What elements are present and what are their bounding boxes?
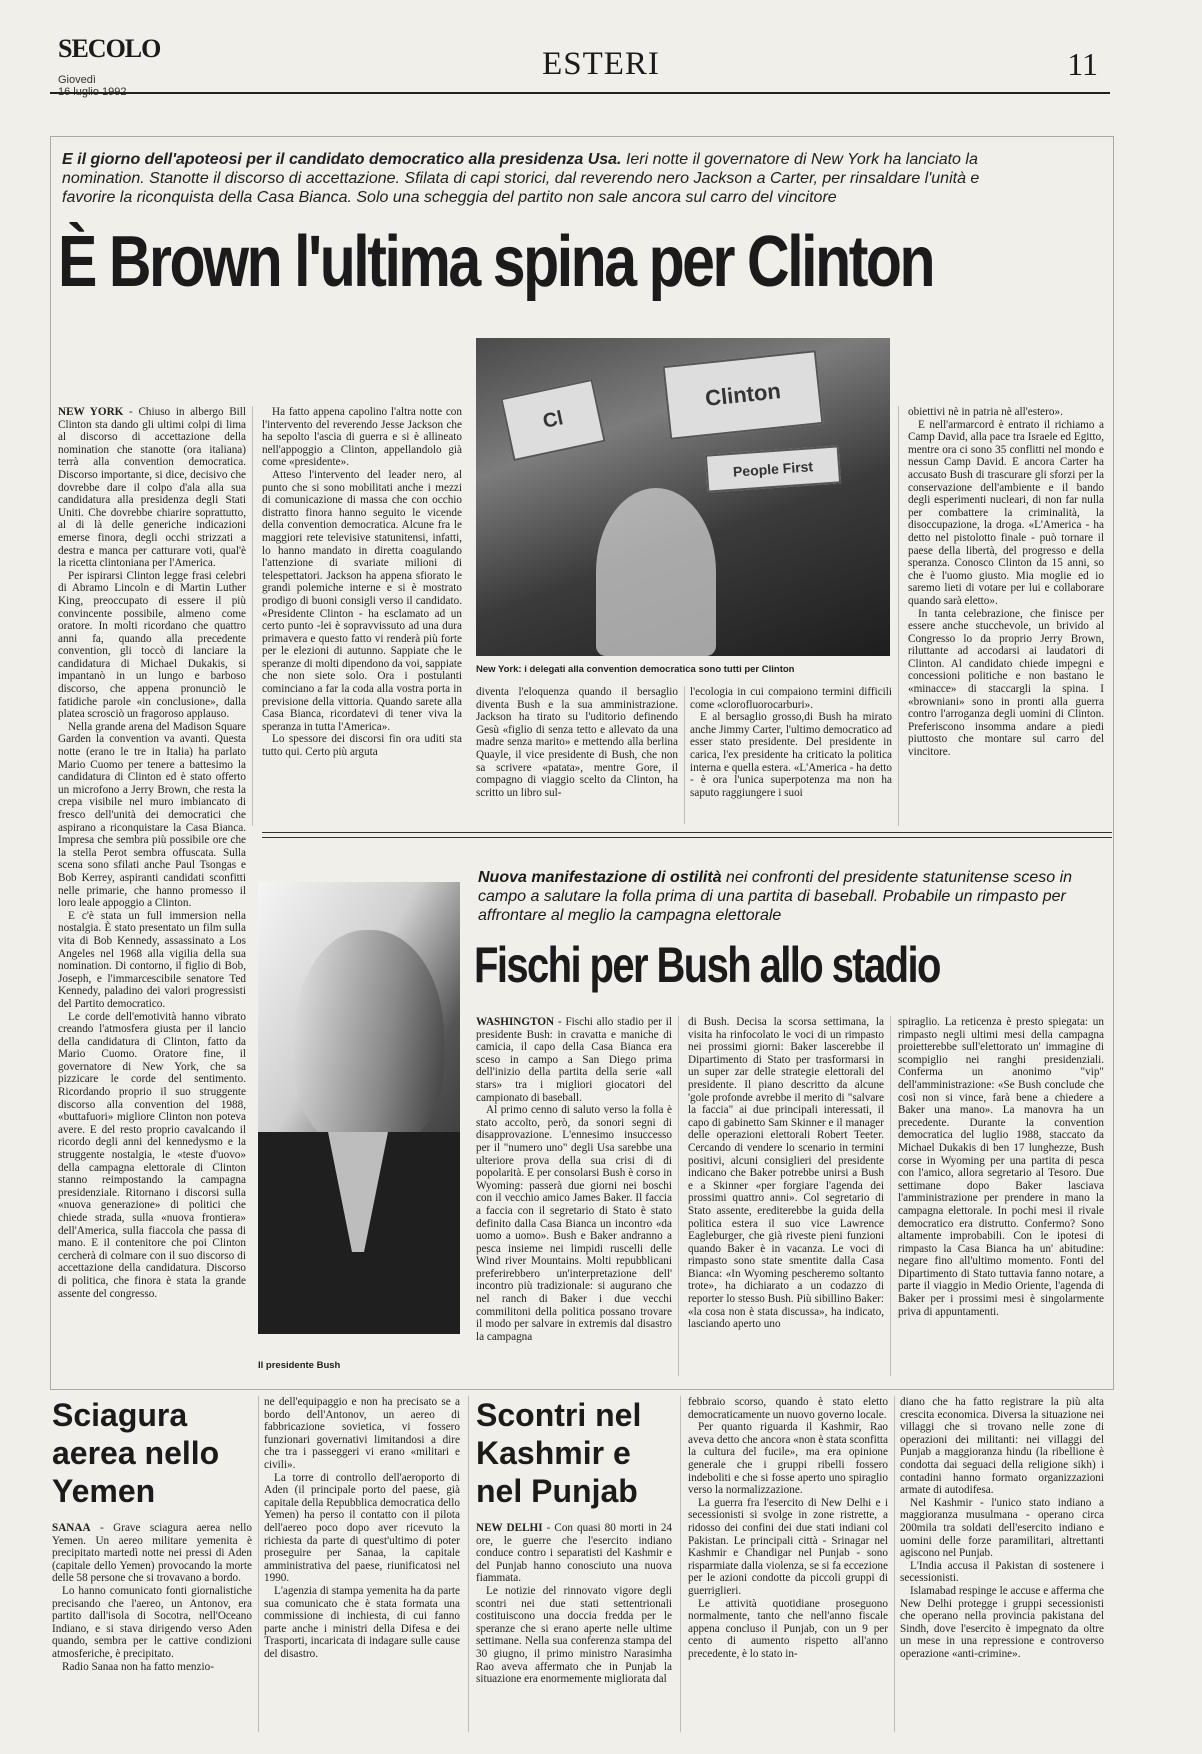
clinton-kicker-bold: E il giorno dell'apoteosi per il candidato democratico alla presidenza Usa. [62,151,622,168]
paragraph: Per quanto riguarda il Kashmir, Rao aveva detto che ancora «non è stata sconfitta la cultura del fucile», ma era opinione generale che i gruppi ribelli fossero indeboliti e che si fosse aperto uno spiraglio verso la normalizzazione. [688,1421,888,1497]
bush-column-2 [688,1016,884,1376]
kashmir-column-1 [476,1522,672,1732]
column-divider [684,686,685,824]
paragraph: obiettivi nè in patria nè all'estero». [908,406,1063,418]
paragraph: Al primo cenno di saluto verso la folla è stato accolto, però, da sonori segni di disapprovazione. L'ennesimo insuccesso per il "numero uno" degli Usa sarebbe una ulteriore prova della sua crisi di di popolarità. E per consolarsi Bush è corso in Wyoming: passerà due giorni nei boschi con il vecchio amico James Baker. Il faccia a faccia con il segretario di Stato è stato definito dalla Casa Bianca un incontro «da uomo a uomo». Bush e Baker andranno a pesca insieme nei limpidi ruscelli delle Wind river Mountains. Molti repubblicani preferirebbero un'interpretazione dell' incontro più tradizionale: si augurano che nel ranch di Baker i due vecchi commilitoni della politica possano trovare il modo per salvare in extremis dal disastro la campagna [476,1104,672,1343]
bush-kicker-bold: Nuova manifestazione di ostilità [478,869,722,886]
paragraph: ne dell'equipaggio e non ha precisato se a bordo dell'Antonov, un aereo di fabbricazione sovietica, vi fossero funzionari governativi limitandosi a dire che tra i passeggeri vi erano «militari e civili». [264,1396,460,1471]
paragraph: Radio Sanaa non ha fatto menzio- [62,1660,214,1673]
column-divider [894,1396,895,1732]
masthead-logo: SECOLO [58,34,161,63]
paragraph: La torre di controllo dell'aeroporto di Aden (il principale porto del paese, già capitale della Repubblica democratica dello Yemen) ha perso il contatto con il pilota dell'aereo poco dopo aver ricevuto la richiesta da parte di quest'ultimo di poter proseguire per Sanaa, la capitale amministrativa del paese, riunificatosi nel 1990. [264,1471,460,1585]
bush-photo [258,882,460,1334]
clinton-column-4 [690,686,892,824]
delegate-figure [596,488,716,656]
bush-column-3 [898,1016,1104,1376]
crowd-sign: Cl [500,379,605,461]
paragraph: E nell'armarcord è entrato il richiamo a Camp David, alla pace tra Israele ed Egitto, mentre ora ci sono 35 conflitti nel mondo e nessun Camp David. E ancora Carter ha accusato Bush di trascurare gli sforzi per la conservazione dell'ambiente e il bando degli esperimenti nucleari, di non far nulla per combattere la criminalità, la disoccupazione, la droga. «L'America - ha detto nel pistolotto finale - può tornare il paese della libertà, del progresso e della speranza. Conosco Clinton da 15 anni, so che è l'uomo giusto. Mia moglie ed io saremo lieti di votare per lui e collaborare quando sarà eletto». [908,418,1104,607]
convention-photo-caption: New York: i delegati alla convention democratica sono tutti per Clinton [476,664,795,675]
paragraph: febbraio scorso, quando è stato eletto democraticamente un nuovo governo locale. [688,1396,888,1421]
paragraph: Le attività quotidiane proseguono normalmente, tanto che nell'anno fiscale appena concluso il Punjab, con un 9 per cento di aumento rispetto all'anno precedente, è lo stato in- [688,1597,888,1660]
column-divider [898,406,899,826]
paragraph: La guerra fra l'esercito di New Delhi e i secessionisti si svolge in zone ristrette, a ridosso dei confini dei due stati indiani col Pakistan. Le principali città - Srinagar nel Kashmir e Chandigar nel Punjab - sono risparmiate dalla violenza, se si fa eccezione per le azioni condotte da piccoli gruppi di guerriglieri. [688,1496,888,1597]
bush-headline: Fischi per Bush allo stadio [474,937,940,993]
paragraph-text: - Con quasi 80 morti in 24 ore, le guerre che l'esercito indiano conduce contro i separatisti del Kashmir e del Punjab hanno conosciuto una nuova fiammata. [476,1522,672,1585]
column-divider [678,1016,679,1376]
bush-kicker-text: nei confronti del presidente statunitense sceso in campo a salutare la folla prima di una partita di baseball. Probabile un rimpasto per affrontare al meglio la campagna elettorale [478,869,1073,924]
paragraph: Lo hanno comunicato fonti giornalistiche precisando che l'aereo, un Antonov, era partito dall'isola di Socotra, nell'Oceano Indiano, e si stava dirigendo verso Aden quando, sembra per le cattive condizioni atmosferiche, è precipitato. [52,1584,252,1660]
paragraph-text: - Chiuso in albergo Bill Clinton sta dando gli ultimi colpi di lima al discorso di accettazione della nomination che stanotte (ora italiana) terrà alla convention democratica. Discorso importante, si dice, decisivo che dovrebbe dare il colpo d'ala alla sua candidatura alla presidenza degli Stati Uniti. Che dovrebbe chiarire soprattutto, al di là delle generiche indicazioni emerse finora, degli occhi strizzati a destra e manca per catturare voti, qual'è la ricetta clintoniana per l'America. [58,406,246,570]
clinton-column-2 [262,406,462,826]
clinton-sign: Clinton [663,350,824,440]
paragraph [52,1522,252,1585]
paragraph-text: - Grave sciagura aerea nello Yemen. Un aereo militare yemenita è precipitato martedì notte nei pressi di Aden (capitale dello Yemen) provocando la morte delle 58 persone che si trovavano a bordo. [52,1522,252,1585]
column-divider [258,1396,259,1732]
paragraph: di Bush. Decisa la scorsa settimana, la visita ha rinfocolato le voci di un rimpasto nei prossimi giorni: Baker lascerebbe il Dipartimento di Stato per trasformarsi in un super zar delle strategie elettorali del presidente. Il piano descritto da alcune 'gole profonde avrebbe il merito di "salvare la faccia" ai due principali interessati, il capo di gabinetto Sam Skinner e il manager delle operazioni elettorali Robert Teeter. Cercando di vendere lo scenario in termini positivi, alcuni consiglieri del presidente indicano che Baker potrebbe unirsi a Bush e a Skinner «per forgiare l'agenda dei prossimi quattro anni». Col segretario di Stato assente, erediterebbe la guida della politica estera il suo vice Lawrence Eagleburger, che già riveste pieni funzioni quando Baker è in vacanza. Le voci di rimpasto sono state smentite dalla Casa Bianca: «In Wyoming pescheremo soltanto trote», ha dichiarato a un codazzo di reporter lo stesso Bush. Più sibillino Baker: «la cosa non è stata discussa», ha indicato, lasciando aperto uno [688,1016,884,1331]
yemen-dateline: SANAA [52,1522,91,1534]
yemen-headline: Sciagura aerea nello Yemen [52,1397,220,1509]
kashmir-headline: Scontri nel Kashmir e nel Punjab [476,1397,642,1509]
paragraph: diventa l'eloquenza quando il bersaglio diventa Bush e la sua amministrazione. Jackson ha tirato su l'uditorio definendo Gesù «figlio di senza tetto e allevato da una madre senza marito» e mettendo alla berlina Quayle, il vice presidente di Bush, che non sa scrivere «patata», mentre Gore, il compagno di viaggio scelto da Clinton, ha scritto un libro sul- [476,686,678,799]
bush-column-1 [476,1016,672,1376]
convention-photo [476,338,890,656]
paragraph: L'India accusa il Pakistan di sostenere i secessionisti. [900,1559,1104,1585]
clinton-headline: È Brown l'ultima spina per Clinton [58,222,934,302]
clinton-dateline: NEW YORK [58,406,124,418]
article-separator [262,832,1112,838]
paragraph [58,406,246,570]
column-divider [890,1016,891,1376]
paragraph: diano che ha fatto registrare la più alta crescita economica. Diversa la situazione nei villaggi che si trovano nelle zone di operazioni dei militanti: nei villaggi del Punjab a maggioranza hindu (la ribellione è condotta dai seguaci della religione sikh) i contadini hanno formato organizzazioni armate di autodifesa. [900,1396,1104,1497]
paragraph: Le notizie del rinnovato vigore degli scontri nei due stati settentrionali costituiscono una doccia fredda per le speranze che si erano aperte nelle ultime settimane. Nella sua conferenza stampa del 30 giugno, il primo ministro Narasimha Rao aveva affermato che in Punjab la situazione era enormemente migliorata dal [476,1584,672,1686]
clinton-kicker-text: Ieri notte il governatore di New York ha lanciato la nomination. Stanotte il discorso di accettazione. Sfilata di capi storici, dal reverendo nero Jackson a Carter, per rinsaldare l'unità e favorire la riconquista della Casa Bianca. Solo una scheggia del partito non sale ancora sul carro del vincitore [62,151,980,206]
clinton-column-3 [476,686,678,824]
paragraph: Atteso l'intervento del leader nero, al punto che si sono mobilitati anche i mezzi di comunicazione di massa che con occhio distratto finora hanno seguito le vicende della convention democratica. Alcune fra le maggiori rete televisive statunitensi, infatti, lo hanno mandato in diretta coagulando l'attenzione di svariate milioni di telespettatori. Jackson ha appena sfiorato le grandi polemiche interne e si è mostrato prodigo di buoni consigli verso il candidato. «Presidente Clinton - ha esclamato ad un certo punto -lei è sopravvissuto ad una dura primavera e questo fatto vi renderà più forte per le elezioni di autunno. Sappiate che le speranze di molti dipendono da voi, sappiate che non siete solo. Ora i postulanti cominciano a far la coda alla vostra porta in previsione della vittoria. Quando sarete alla Casa Bianca, ricordatevi di tener viva la speranza in tutta l'America». [262,468,462,733]
paragraph: Ha fatto appena capolino l'altra notte con l'intervento del reverendo Jesse Jackson che ha sepolto l'ascia di guerra e si è allineato nell'appoggio a Clinton, appellandolo già come «presidente». [262,406,462,469]
column-divider [680,1396,681,1732]
paragraph: Nel Kashmir - l'unico stato indiano a maggioranza musulmana - operano circa 200mila tra soldati dell'esercito indiano e uomini delle forze paramilitari, altrettanti agiscono nel Punjab. [900,1496,1104,1560]
paragraph: Nella grande arena del Madison Square Garden la convention va avanti. Questa notte (erano le tre in Italia) ha parlato Mario Cuomo per tenere a battesimo la candidatura di Clinton ed è stato offerto un microfono a Jerry Brown, che resta la crepa visibile nel muro imbiancato di fresco dell'unità dei democratici che aspirano a riconquistare la Casa Bianca. Impresa che sembra più possibile ore che la stella Perot sembra offuscata. Sulla scena sono sfilati anche Paul Tsongas e Bob Kerrey, aspiranti candidati sconfitti nelle primarie, che hanno promesso il loro leale appoggio a Clinton. [58,720,246,910]
paragraph: E c'è stata un full immersion nella nostalgia. È stato presentato un film sulla vita di Bob Kennedy, assassinato a Los Angeles nel 1968 alla vigilia della sua nomination. Di contorno, il figlio di Bob, Joseph, e l'immarcescibile senatore Ted Kennedy, paladino dei valori progressisti del Partito democratico. [58,909,246,1010]
kashmir-dateline: NEW DELHI [476,1522,543,1534]
masthead-day: Giovedì [58,74,96,86]
yemen-column-2 [264,1396,460,1732]
kashmir-column-2 [688,1396,888,1732]
clinton-column-5 [908,406,1104,826]
column-divider [468,1396,469,1732]
bush-dateline: WASHINGTON [476,1016,555,1028]
clinton-kicker [62,150,1022,207]
paragraph: Islamabad respinge le accuse e afferma che New Delhi protegge i gruppi secessionisti che operano nella provincia pakistana del Sindh, dove l'esercito è impegnato da oltre un mese in una repressione e controverso operazione «anti-crimine». [900,1584,1104,1660]
paragraph: Le corde dell'emotività hanno vibrato creando l'atmosfera giusta per il lancio della candidatura di Clinton, fatto da Mario Cuomo. Oratore fine, il governatore di New York, che sa pizzicare le corde del sentimento. Ricordando proprio il suo struggente discorso alla convention del 1988, «buttafuori» migliore Clinton non poteva avere. E del resto proprio cavalcando il ricordo degli anni del kennedysmo e la struggente nostalgia, le «teste d'uovo» della campagna elettorale di Clinton stanno reimpostando la campagna presidenziale. Ritornano i discorsi sulla «nuova generazione» di politici che chiede strada, sulla «nuova frontiera» dell'America, sulla fiaccola che passa di mano. E il contenitore che poi Clinton cercherà di colmare con il suo discorso di accettazione della candidatura. Discorso di politica, che finora è stata la grande assente del congresso. [58,1010,246,1300]
bush-kicker [478,868,1108,925]
bush-photo-caption: Il presidente Bush [258,1360,341,1371]
paragraph: spiraglio. La reticenza è presto spiegata: un rimpasto negli ultimi mesi della campagna proietterebbe sull'elettorato un' immagine di scompiglio nei ranghi presidenziali. Conferma un anonimo "vip" dell'amministrazione: «Se Bush conclude che così non si vince, farà bene a chiedere a Baker una mano». La manovra ha un precedente. Durante la convention democratica del luglio 1988, staccato da Michael Dukakis di ben 17 lunghezze, Bush corse in Wyoming per una partita di pesca con l'amico, allora segretario al Tesoro. Due settimane dopo Baker lasciava l'amministrazione per prendere in mano la campagna elettorale. In pochi mesi il rivale democratico era distrutto. Confermo? Sono altamente improbabili. Con le ipotesi di rimpasto la Casa Bianca ha un' abitudine: negare fino all'ultimo momento. Fonti del Dipartimento di Stato tuttavia fanno notare, a parte il viaggio in Medio Oriente, l'agenda di Baker per i prossimi mesi è singolarmente priva di appuntamenti. [898,1016,1104,1318]
paragraph-text: - Fischi allo stadio per il presidente Bush: in cravatta e maniche di camicia, il capo della Casa Bianca era sceso in campo a San Diego prima dell'inizio della partita della serie «all stars» tra i migliori giocatori del campionato di baseball. [476,1016,672,1104]
clinton-column-1 [58,406,246,1374]
yemen-column-1 [52,1522,252,1732]
paragraph: Per ispirarsi Clinton legge frasi celebri di Abramo Lincoln e di Martin Luther King, preoccupato di essere il più convincente possibile, almeno come oratore. In molti ricordano che quattro anni fa, quando alla precedente convention, gli toccò di lanciare la candidatura di Michael Dukakis, si impantanò in un lungo e barboso discorso, che appena pronunciò le fatidiche parole «in conclusione», dalla platea scrosciò un fragoroso applauso. [58,569,246,721]
kashmir-column-3 [900,1396,1104,1732]
people-first-sign: People First [705,445,841,492]
section-title: ESTERI [542,46,660,82]
paragraph: Lo spessore dei discorsi fin ora uditi sta tutto qui. Certo più arguta [262,733,462,759]
paragraph: l'ecologia in cui compaiono termini difficili come «clorofluorocarburi». [690,686,892,711]
paragraph: In tanta celebrazione, che finisce per essere anche stucchevole, un brivido al Congresso lo da proprio Jerry Brown, riluttante ad accodarsi ai laudatori di Clinton. Al candidato chiede impegni e concessioni politiche e non bastano le «minacce» di staccargli la spina. I «browniani» sono in pronti alla guerra contro l'arroganza degli uomini di Clinton. Preferiscono insomma andare a piedi piuttosto che montare sul carro del vincitore. [908,607,1104,759]
paragraph [476,1522,672,1585]
paragraph: E al bersaglio grosso,di Bush ha mirato anche Jimmy Carter, l'ultimo democratico ad esser stato presidente. Del presidente in carica, l'ex presidente ha criticato la politica interna e quella estera. «L'America - ha detto - è ora l'unica superpotenza ma non ha saputo raggiungere i suoi [690,711,892,799]
paragraph: L'agenzia di stampa yemenita ha da parte sua comunicato che è stata formata una commissione di inchiesta, di cui fanno parte anche i ministri della Difesa e dei Trasporti, incaricata di indagare sulle cause del disastro. [264,1584,460,1660]
column-divider [252,406,253,826]
page-number: 11 [1067,46,1098,82]
bush-face [294,930,444,1150]
paragraph [476,1016,672,1104]
masthead-rule [50,92,1110,94]
